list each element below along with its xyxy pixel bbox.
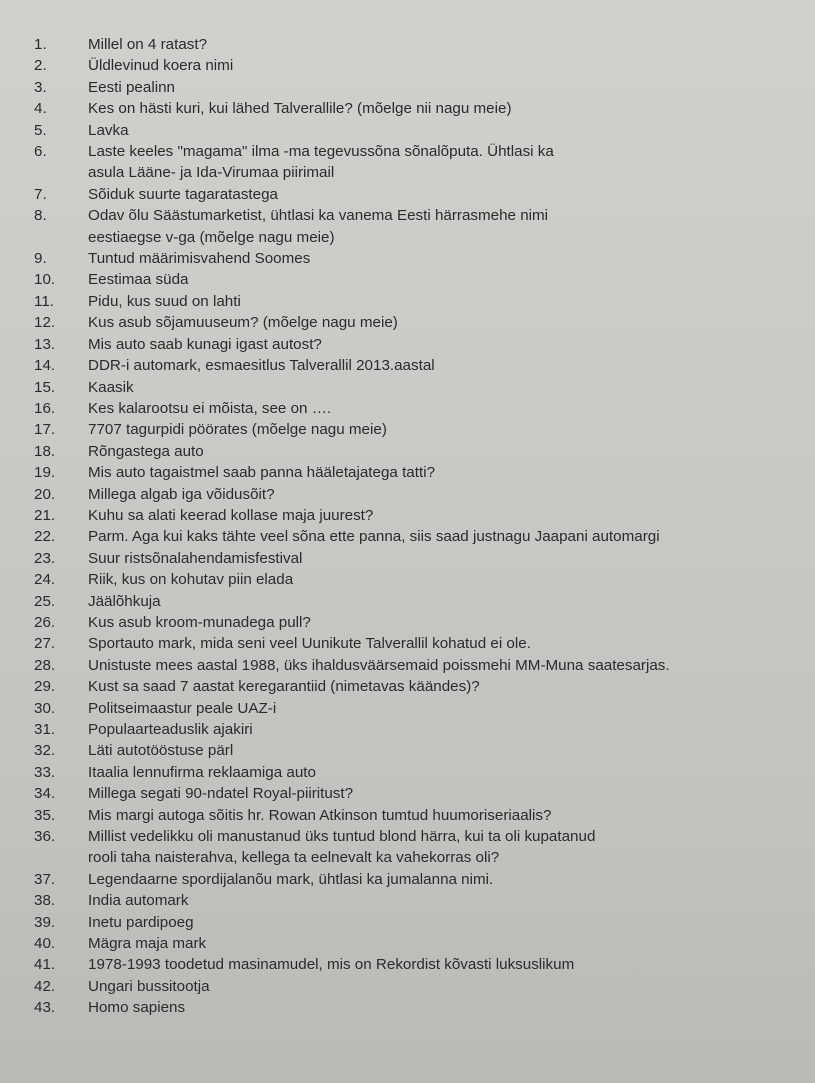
list-item [0,184,815,205]
item-text-line: Mis auto tagaistmel saab panna hääletajatega tatti? [88,464,436,482]
item-number: 11. [34,292,54,310]
item-text-line: Millist vedelikku oli manustanud üks tuntud blond härra, kui ta oli kupatanud [88,828,596,846]
item-text-line: Millel on 4 ratast? [88,36,208,53]
list-item [0,869,815,890]
item-text [88,312,815,333]
item-number: 3. [34,78,47,96]
item-number: 10. [34,271,56,289]
item-text [88,719,815,740]
item-text-line: DDR-i automark, esmaesitlus Talverallil 2013.aastal [88,357,435,375]
item-number: 19. [34,464,56,482]
item-number: 41. [34,956,56,974]
list-item [0,462,815,483]
list-item [0,526,815,547]
list-item [0,740,815,761]
item-text-line: Millega algab iga võidusõit? [88,485,275,503]
item-text [88,355,815,376]
item-text-line: Kus asub kroom-munadega pull? [88,613,311,631]
item-number: 25. [34,592,56,610]
item-text [88,291,815,312]
item-number: 6. [34,143,47,161]
item-text-line: Mis margi autoga sõitis hr. Rowan Atkinson tumtud huumoriseriaalis? [88,806,552,824]
item-number: 26. [34,613,56,631]
list-item [0,826,815,869]
list-item [0,377,815,398]
item-number: 28. [34,656,56,674]
item-text-line: Laste keeles "magama" ilma -ma tegevussõna sõnalõputa. Ühtlasi ka [88,143,554,161]
item-text-line: Sõiduk suurte tagaratastega [88,185,278,203]
item-number: 17. [34,421,56,439]
item-text [88,954,815,975]
list-item [0,933,815,954]
item-text-line: Tuntud määrimisvahend Soomes [88,250,311,268]
item-number: 12. [34,314,56,332]
item-text-line: Jäälõhkuja [88,592,161,610]
item-text [88,462,815,483]
item-text-line: Odav õlu Säästumarketist, ühtlasi ka vanema Eesti härrasmehe nimi [88,207,549,225]
item-text [88,548,815,569]
item-number: 18. [34,442,56,460]
item-number: 24. [34,571,56,589]
list-item [0,591,815,612]
item-text [88,248,815,269]
item-text-line: Pidu, kus suud on lahti [88,292,241,310]
item-number: 33. [34,763,56,781]
list-item [0,505,815,526]
item-text [88,826,815,869]
item-text [88,569,815,590]
item-text-line: eestiaegse v-ga (mõelge nagu meie) [88,228,335,246]
item-text-line: Suur ristsõnalahendamisfestival [88,549,303,567]
item-number: 31. [34,721,56,738]
item-number: 37. [34,870,56,888]
item-number: 22. [34,528,56,546]
item-text [88,377,815,398]
item-text [88,77,815,98]
item-text-line: Lavka [88,121,129,139]
item-text [88,205,815,248]
list-item [0,334,815,355]
list-item [0,441,815,462]
item-text [88,484,815,505]
item-text [88,612,815,633]
item-number: 8. [34,207,47,225]
item-text-line: Kust sa saad 7 aastat keregarantiid (nimetavas käändes)? [88,678,480,696]
list-item [0,612,815,633]
item-number: 38. [34,892,56,910]
list-item [0,141,815,184]
item-text [88,55,815,76]
item-number: 13. [34,335,56,353]
list-item [0,762,815,783]
item-text-line: Legendaarne spordijalanõu mark, ühtlasi ka jumalanna nimi. [88,870,494,888]
item-text-line: rooli taha naisterahva, kellega ta eelnevalt ka vahekorras oli? [88,849,500,867]
item-number: 32. [34,742,56,760]
item-text [88,505,815,526]
list-item [0,633,815,654]
item-number: 7. [34,185,47,203]
item-text-line: Millega segati 90-ndatel Royal-piiritust? [88,785,354,803]
item-text [88,398,815,419]
item-number: 42. [34,977,56,995]
item-text [88,783,815,804]
item-number: 29. [34,678,56,696]
item-text [88,912,815,933]
item-text [88,184,815,205]
list-item [0,291,815,312]
list-item [0,569,815,590]
item-text [88,141,815,184]
item-text-line: Kes on hästi kuri, kui lähed Talverallile? (mõelge nii nagu meie) [88,100,512,118]
item-text [88,890,815,911]
item-text-line: Populaarteaduslik ajakiri [88,721,253,738]
list-item [0,805,815,826]
item-text-line: Ungari bussitootja [88,977,210,995]
item-number: 16. [34,399,56,417]
item-text [88,120,815,141]
item-text-line: Parm. Aga kui kaks tähte veel sõna ette panna, siis saad justnagu Jaapani automargi [88,528,660,546]
item-text [88,762,815,783]
list-item [0,34,815,55]
list-item [0,676,815,697]
item-text [88,526,815,547]
item-text [88,655,815,676]
item-text-line: 7707 tagurpidi pöörates (mõelge nagu meie) [88,421,387,439]
item-number: 15. [34,378,56,396]
item-text-line: Mägra maja mark [88,935,207,953]
item-text [88,419,815,440]
item-number: 4. [34,100,47,118]
question-list [0,34,815,1019]
item-text-line: Rõngastega auto [88,442,204,460]
item-text-line: Sportauto mark, mida seni veel Uunikute Talverallil kohatud ei ole. [88,635,531,653]
item-number: 2. [34,57,47,75]
item-text-line: Kuhu sa alati keerad kollase maja juurest? [88,506,374,524]
item-text-line: asula Lääne- ja Ida-Virumaa piirimail [88,164,335,182]
item-text-line: Läti autotööstuse pärl [88,742,234,760]
item-text [88,269,815,290]
item-number: 23. [34,549,56,567]
list-item [0,890,815,911]
item-text-line: Kes kalarootsu ei mõista, see on …. [88,399,332,417]
item-text [88,633,815,654]
list-item [0,484,815,505]
list-item [0,98,815,119]
list-item [0,976,815,997]
item-number: 27. [34,635,56,653]
item-number: 9. [34,250,47,268]
item-text [88,997,815,1018]
item-text-line: Riik, kus on kohutav piin elada [88,571,294,589]
item-number: 21. [34,506,56,524]
item-text-line: Politseimaastur peale UAZ-i [88,699,277,717]
item-text-line: Eesti pealinn [88,78,175,96]
item-text [88,591,815,612]
item-text-line: Üldlevinud koera nimi [88,57,234,75]
list-item [0,205,815,248]
item-number: 36. [34,828,56,846]
item-text [88,740,815,761]
item-text [88,676,815,697]
list-item [0,248,815,269]
list-item [0,783,815,804]
list-item [0,269,815,290]
list-item [0,355,815,376]
item-text-line: Inetu pardipoeg [88,913,194,931]
item-text [88,34,815,55]
item-text [88,869,815,890]
item-number: 39. [34,913,56,931]
item-text [88,976,815,997]
list-item [0,954,815,975]
item-text [88,441,815,462]
list-item [0,997,815,1018]
item-text-line: Unistuste mees aastal 1988, üks ihaldusväärsemaid poissmehi MM-Muna saatesarjas. [88,656,670,674]
item-number: 5. [34,121,47,139]
item-text-line: Mis auto saab kunagi igast autost? [88,335,322,353]
item-number: 34. [34,785,56,803]
item-text [88,805,815,826]
list-item [0,655,815,676]
list-item [0,548,815,569]
item-number: 43. [34,999,56,1017]
item-text-line: Eestimaa süda [88,271,189,289]
list-item [0,55,815,76]
list-item [0,120,815,141]
item-number: 35. [34,806,56,824]
item-text-line: India automark [88,892,189,910]
item-text [88,334,815,355]
list-item [0,912,815,933]
item-text-line: Kus asub sõjamuuseum? (mõelge nagu meie) [88,314,398,332]
item-text-line: Itaalia lennufirma reklaamiga auto [88,763,316,781]
item-number: 40. [34,935,56,953]
item-number: 20. [34,485,56,503]
item-number: 30. [34,699,56,717]
list-item [0,398,815,419]
item-text [88,933,815,954]
item-number: 1. [34,36,47,53]
item-number: 14. [34,357,56,375]
list-item [0,719,815,740]
item-text-line: Kaasik [88,378,134,396]
list-item [0,312,815,333]
item-text [88,698,815,719]
list-item [0,77,815,98]
item-text-line: Homo sapiens [88,999,186,1017]
item-text-line: 1978-1993 toodetud masinamudel, mis on Rekordist kõvasti luksuslikum [88,956,575,974]
list-item [0,419,815,440]
list-item [0,698,815,719]
item-text [88,98,815,119]
